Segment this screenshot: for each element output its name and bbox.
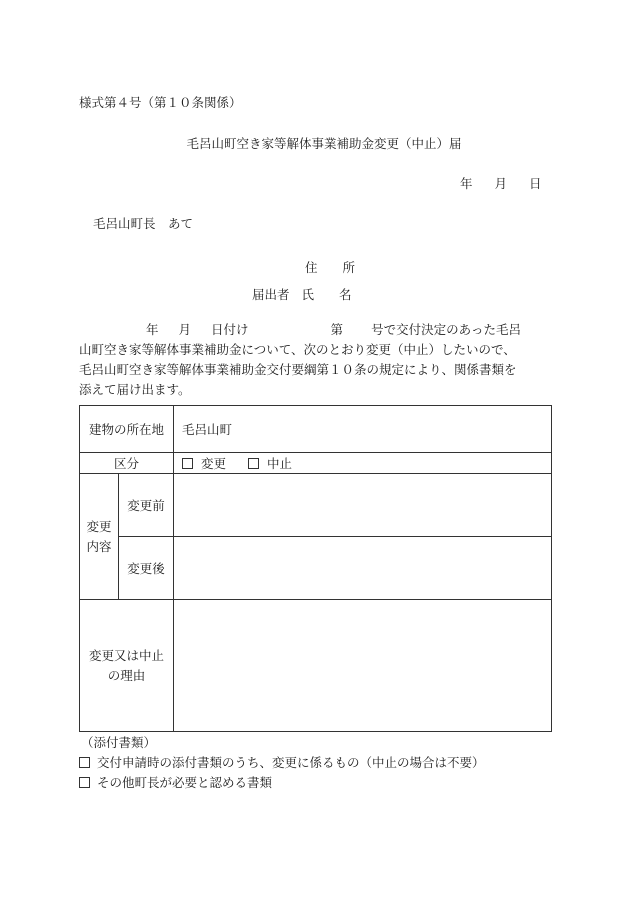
- body-line-4: 添えて届け出ます。: [79, 382, 191, 397]
- before-label: 変更前: [119, 474, 174, 537]
- location-label: 建物の所在地: [80, 406, 174, 453]
- body-year: 年: [146, 322, 159, 337]
- body-date-suffix: 日付け: [211, 322, 249, 337]
- location-value: 毛呂山町: [182, 422, 233, 437]
- checkbox-icon: [79, 757, 90, 768]
- reason-label-line-1: 変更又は中止: [89, 647, 165, 663]
- name-label: 氏 名: [301, 287, 352, 302]
- addressee: 毛呂山町長 あて: [93, 216, 194, 231]
- option-change-checkbox[interactable]: [182, 454, 226, 472]
- address-label: 住 所: [305, 260, 356, 275]
- location-value-field[interactable]: [174, 406, 552, 453]
- content-label-cell: [80, 474, 119, 600]
- form-number: 様式第４号（第１０条関係）: [79, 95, 242, 110]
- reason-label-cell: [80, 600, 174, 732]
- before-row: [80, 474, 552, 537]
- body-line-3: 毛呂山町空き家等解体事業補助金交付要綱第１０条の規定により、関係書類を: [79, 362, 517, 377]
- date-year-label: 年: [460, 176, 473, 191]
- attachment-item[interactable]: [79, 757, 485, 770]
- body-paragraph: [79, 320, 551, 400]
- application-table: [79, 405, 552, 732]
- category-options: [174, 453, 552, 474]
- attachment-item[interactable]: [79, 777, 272, 790]
- reason-label-line-2: の理由: [107, 667, 146, 683]
- date-day-label: 日: [529, 176, 542, 191]
- document-title: 毛呂山町空き家等解体事業補助金変更（中止）届: [186, 136, 462, 151]
- date-line: [460, 178, 542, 191]
- checkbox-icon: [248, 458, 259, 469]
- reason-row: [80, 600, 552, 732]
- checkbox-icon: [182, 458, 193, 469]
- attachment-item-label: 交付申請時の添付書類のうち、変更に係るもの（中止の場合は不要）: [97, 755, 485, 770]
- date-month-label: 月: [494, 176, 508, 191]
- content-label-line-2: 内容: [86, 538, 112, 554]
- option-change-label: 変更: [201, 456, 227, 471]
- before-field[interactable]: [174, 474, 552, 537]
- body-line-1-rest: 号で交付決定のあった毛呂: [371, 322, 521, 337]
- body-month: 月: [178, 322, 192, 337]
- category-row: [80, 453, 552, 474]
- notifier-label: 届出者: [252, 287, 290, 302]
- reason-field[interactable]: [174, 600, 552, 732]
- attachments-heading: （添付書類）: [81, 735, 157, 750]
- after-field[interactable]: [174, 537, 552, 600]
- body-line-1: [79, 320, 551, 340]
- body-number-prefix: 第: [330, 322, 344, 337]
- body-line-2: 山町空き家等解体事業補助金について、次のとおり変更（中止）したいので、: [79, 342, 516, 357]
- notifier-name-row: [252, 289, 352, 302]
- option-cancel-checkbox[interactable]: [248, 454, 292, 472]
- location-row: [80, 406, 552, 453]
- after-label: 変更後: [119, 537, 174, 600]
- option-cancel-label: 中止: [267, 456, 293, 471]
- after-row: [80, 537, 552, 600]
- checkbox-icon: [79, 777, 90, 788]
- attachment-item-label: その他町長が必要と認める書類: [97, 775, 273, 790]
- category-label: 区分: [80, 453, 174, 474]
- content-label-line-1: 変更: [86, 518, 112, 534]
